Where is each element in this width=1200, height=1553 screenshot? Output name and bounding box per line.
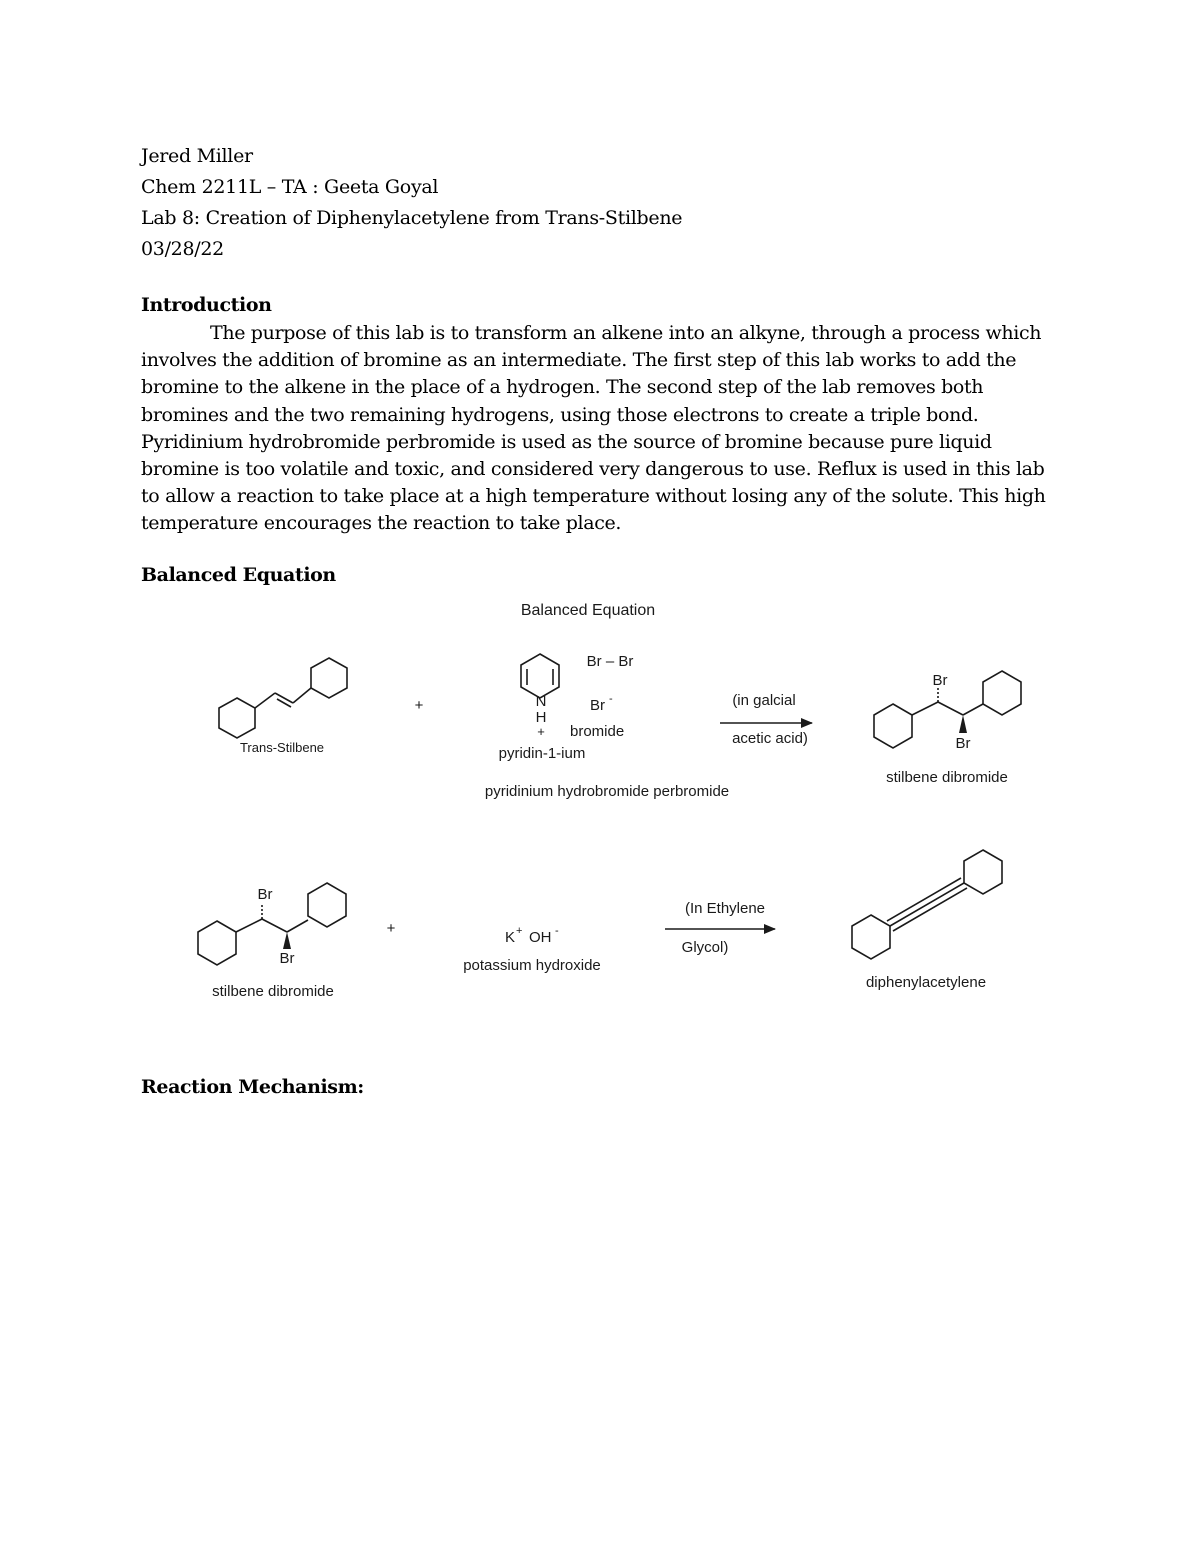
reaction-mechanism-heading: Reaction Mechanism:: [141, 1076, 364, 1098]
pyridinium-charge: +: [537, 724, 545, 739]
trans-stilbene-label: Trans-Stilbene: [239, 740, 325, 755]
product-br-bottom: Br: [955, 735, 971, 752]
potassium-charge: +: [516, 925, 523, 937]
bromide-anion-label: Br: [590, 697, 605, 714]
plus-sign: +: [414, 697, 424, 714]
potassium-hydroxide-label: potassium hydroxide: [463, 957, 601, 974]
course-line: Chem 2211L – TA : Geeta Goyal: [141, 176, 439, 198]
report-date: 03/28/22: [141, 238, 224, 260]
pyridinium-label: pyridin-1-ium: [498, 745, 586, 762]
bromide-label: bromide: [570, 723, 625, 740]
reaction1-condition-top: (in galcial: [732, 692, 796, 709]
stilbene-dibromide-product-structure: [874, 671, 1021, 748]
pyridinium-n-label: N: [535, 693, 547, 710]
hydroxide-charge: -: [555, 925, 559, 937]
product-br-top: Br: [932, 672, 948, 689]
potassium-label: K: [505, 929, 516, 946]
hydroxide-label: OH: [529, 929, 552, 946]
diphenylacetylene-label: diphenylacetylene: [865, 974, 987, 991]
plus-sign: +: [386, 920, 396, 937]
author-name: Jered Miller: [141, 145, 253, 167]
diphenylacetylene-structure: [852, 850, 1002, 959]
figure-title: Balanced Equation: [520, 602, 656, 619]
stilbene-dibromide-reactant-label: stilbene dibromide: [212, 983, 334, 1000]
introduction-heading: Introduction: [141, 294, 272, 316]
reaction1-condition-bottom: acetic acid): [732, 730, 808, 747]
lab-title: Lab 8: Creation of Diphenylacetylene from Trans-Stilbene: [141, 207, 683, 229]
pyridinium-ring-structure: [521, 654, 559, 698]
bromine-molecule-label: Br – Br: [586, 653, 634, 670]
reaction2-condition-top: (In Ethylene: [684, 900, 766, 917]
reaction-scheme-figure: [0, 590, 1200, 1010]
reactant-br-top: Br: [257, 886, 273, 903]
bromide-anion-charge: -: [609, 693, 613, 705]
reaction2-condition-bottom: Glycol): [681, 939, 729, 956]
introduction-paragraph: The purpose of this lab is to transform an alkene into an alkyne, through a process which involves the addition of bromine as an intermediate. The first step of this lab works to add the bromine to the alkene in the place of a hydrogen. The second step of the lab removes both bromines and the two remaining hydrogens, using those electrons to create a triple bond. Pyridinium hydrobromide perbromide is used as the source of bromine because pure liquid bromine is too volatile and toxic, and considered very dangerous to use. Reflux is used in this lab to allow a reaction to take place at a high temperature without losing any of the solute. This high temperature encourages the reaction to take place.: [141, 322, 1046, 535]
balanced-equation-heading: Balanced Equation: [141, 564, 336, 586]
reactant-br-bottom: Br: [279, 950, 295, 967]
trans-stilbene-structure: [219, 658, 347, 738]
stilbene-dibromide-label: stilbene dibromide: [886, 769, 1008, 786]
reagent-name-label: pyridinium hydrobromide perbromide: [484, 783, 730, 800]
pyridinium-h-label: H: [535, 709, 547, 726]
